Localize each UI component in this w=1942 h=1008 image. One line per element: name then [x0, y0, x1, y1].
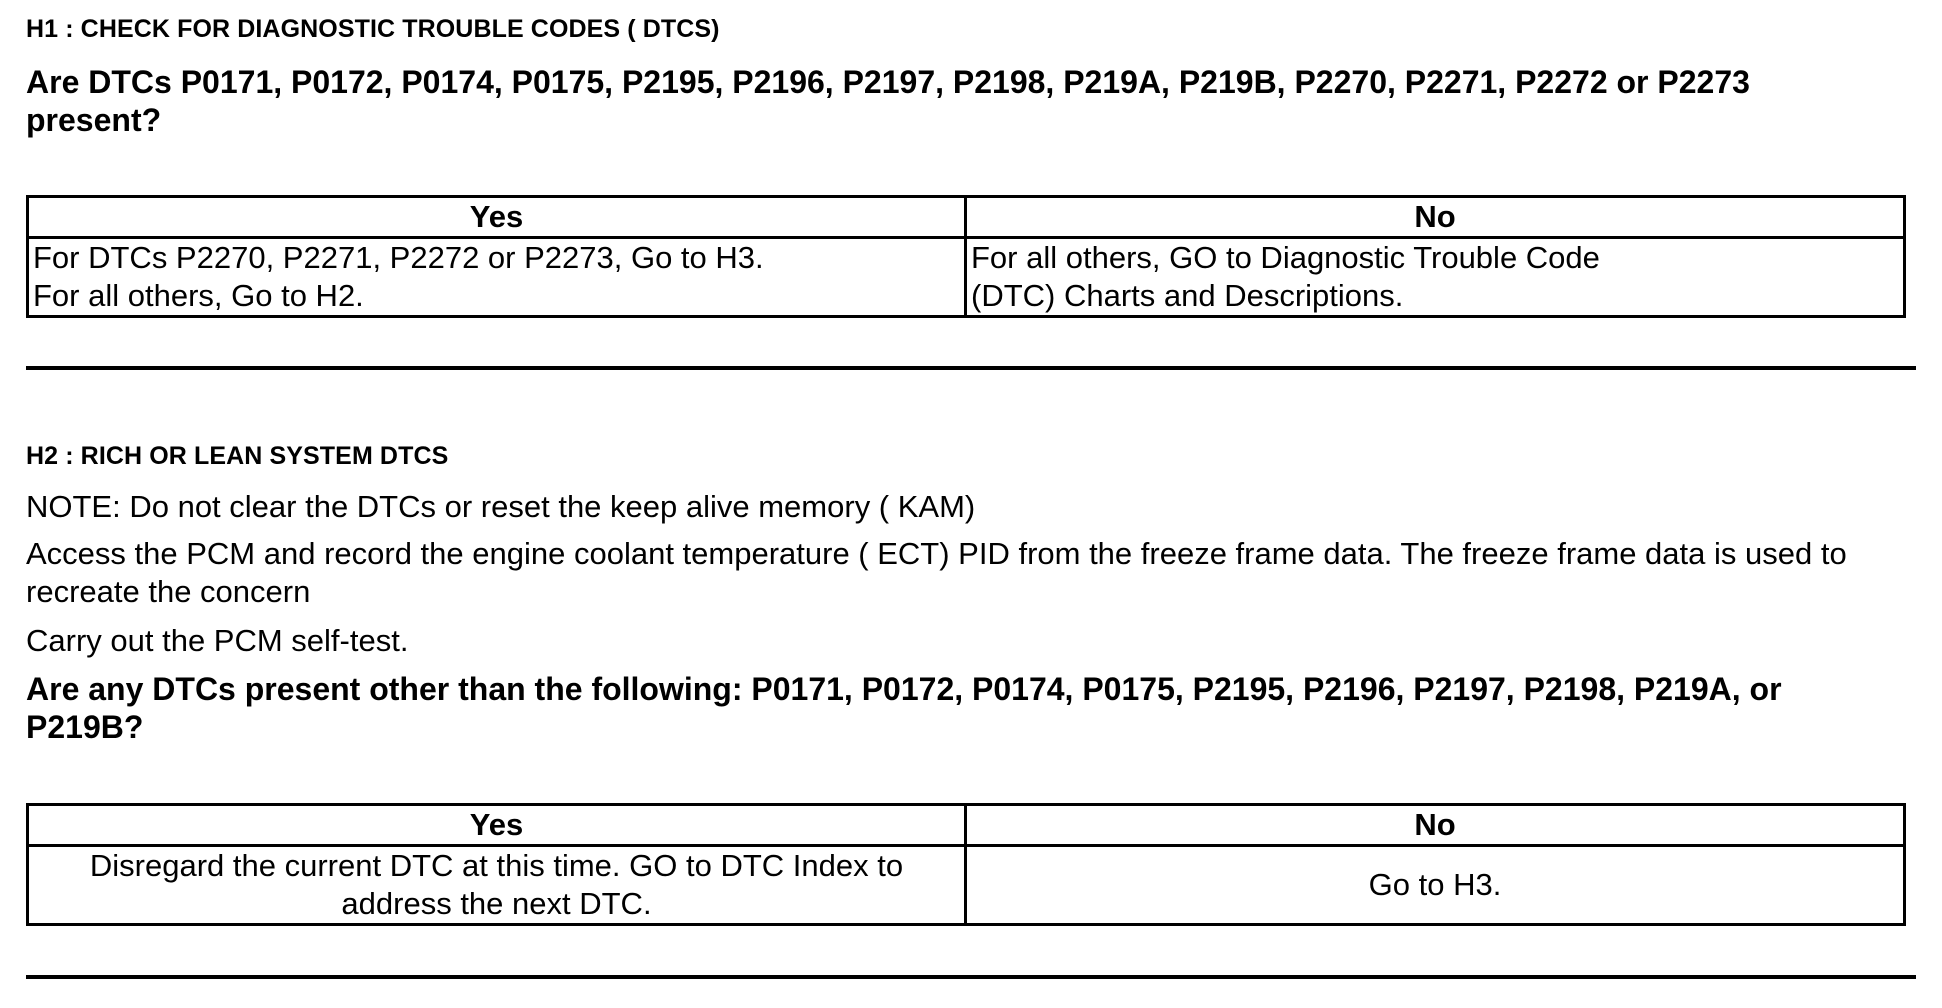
- h1-yes-line-1: For DTCs P2270, P2271, P2272 or P2273, Go to H3.: [33, 240, 764, 275]
- h2-decision-table: [26, 803, 1906, 926]
- h2-table-header-row: [28, 805, 1905, 846]
- h1-yes-header: Yes: [28, 197, 966, 238]
- h1-no-line-1: For all others, GO to Diagnostic Trouble Code: [971, 240, 1600, 275]
- h1-table-header-row: [28, 197, 1905, 238]
- h1-no-line-2: (DTC) Charts and Descriptions.: [971, 278, 1404, 313]
- h1-heading: H1 : CHECK FOR DIAGNOSTIC TROUBLE CODES ( DTCS): [26, 15, 720, 43]
- h2-question: Are any DTCs present other than the following: P0171, P0172, P0174, P0175, P2195, P2196, P2197, P2198, P219A, or P219B?: [26, 671, 1782, 745]
- h1-no-header: No: [966, 197, 1905, 238]
- h1-no-cell: [966, 238, 1905, 317]
- h1-yes-cell: [28, 238, 966, 317]
- section-divider: [26, 366, 1916, 370]
- h2-no-cell: Go to H3.: [966, 846, 1905, 925]
- h2-self-test-instruction: Carry out the PCM self-test.: [26, 623, 409, 658]
- h2-no-header: No: [966, 805, 1905, 846]
- h2-yes-line-1: Disregard the current DTC at this time. GO to DTC Index to: [89, 848, 904, 883]
- h2-yes-line-2: address the next DTC.: [341, 886, 652, 921]
- h2-table-body-row: [28, 846, 1905, 925]
- h1-question: Are DTCs P0171, P0172, P0174, P0175, P2195, P2196, P2197, P2198, P219A, P219B, P2270, P2271, P2272 or P2273 present?: [26, 64, 1750, 138]
- h1-decision-table: [26, 195, 1906, 318]
- h2-access-instruction: Access the PCM and record the engine coolant temperature ( ECT) PID from the freeze frame data. The freeze frame data is used to recreate the concern: [26, 536, 1847, 609]
- section-divider-bottom: [26, 975, 1916, 979]
- h1-yes-line-2: For all others, Go to H2.: [33, 278, 364, 313]
- h1-table-body-row: [28, 238, 1905, 317]
- h2-note: NOTE: Do not clear the DTCs or reset the keep alive memory ( KAM): [26, 489, 976, 524]
- h2-heading: H2 : RICH OR LEAN SYSTEM DTCS: [26, 442, 449, 470]
- h2-yes-cell: [28, 846, 966, 925]
- h2-yes-header: Yes: [28, 805, 966, 846]
